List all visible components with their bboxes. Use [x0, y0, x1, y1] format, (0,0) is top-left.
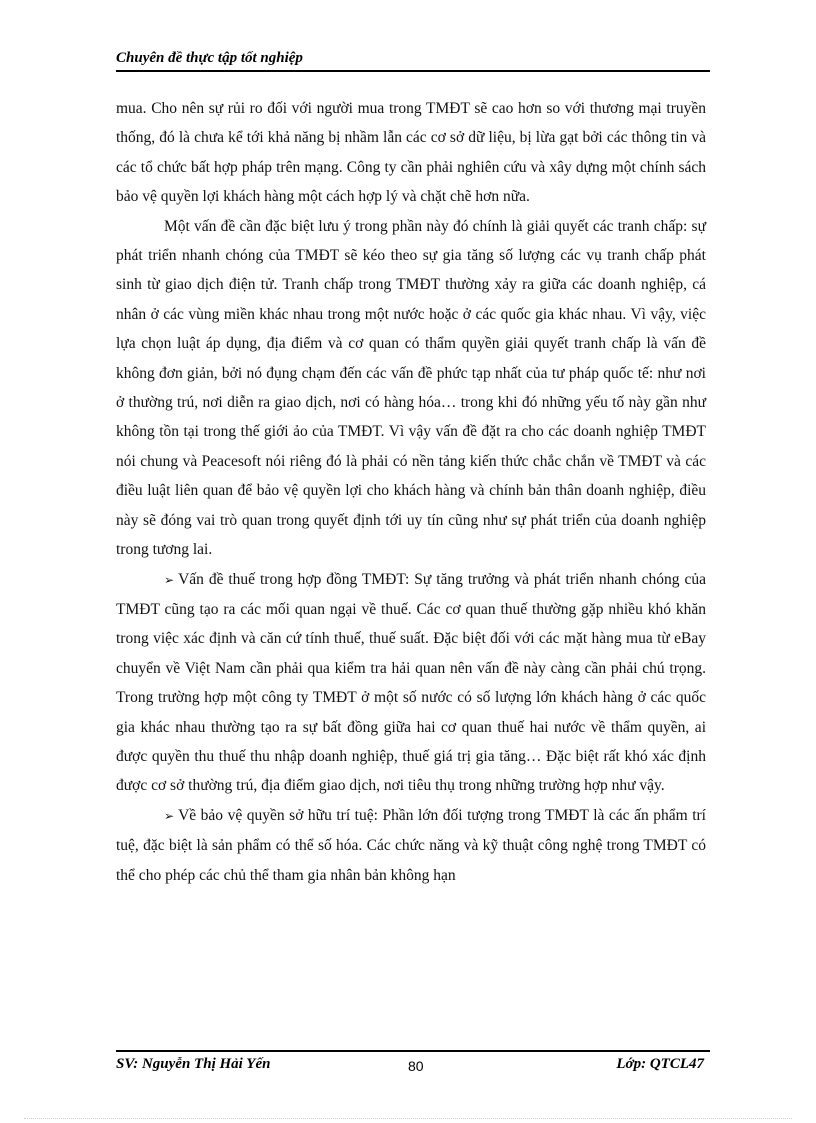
paragraph-2: Một vấn đề cần đặc biệt lưu ý trong phần này đó chính là giải quyết các tranh chấp: sự phát triển nhanh chóng của TMĐT sẽ kéo theo sự gia tăng số lượng các vụ tranh chấp phát sinh từ giao dịch điện tử. Tranh chấp trong TMĐT thường xảy ra giữa các doanh nghiệp, cá nhân ở các vùng miền khác nhau trong một nước hoặc ở các quốc gia khác nhau. Vì vậy, việc lựa chọn luật áp dụng, địa điểm và cơ quan có thẩm quyền giải quyết tranh chấp là vấn đề không đơn giản, bởi nó đụng chạm đến các vấn đề phức tạp nhất của tư pháp quốc tế: như nơi ở thường trú, nơi diễn ra giao dịch, nơi có hàng hóa… trong khi đó những yếu tố này gần như không tồn tại trong thế giới ảo của TMĐT. Vì vậy vấn đề đặt ra cho các doanh nghiệp TMĐT nói chung và Peacesoft nói riêng đó là phải có nền tảng kiến thức chắc chắn về TMĐT và các điều luật liên quan để bảo vệ quyền lợi cho khách hàng và chính bản thân doanh nghiệp, điều này sẽ đóng vai trò quan trong quyết định tới uy tín cũng như sự phát triển của doanh nghiệp trong tương lai.: [116, 217, 706, 559]
footer-student-name: SV: Nguyễn Thị Hải Yến: [116, 1056, 271, 1072]
footer-class: Lớp: QTCL47: [616, 1056, 704, 1072]
paragraph-1: mua. Cho nên sự rủi ro đối với người mua trong TMĐT sẽ cao hơn so với thương mại truyền thống, đó là chưa kể tới khả năng bị nhầm lẫn các cơ sở dữ liệu, bị lừa gạt bởi các thông tin và các tổ chức bất hợp pháp trên mạng. Công ty cần phải nghiên cứu và xây dựng một chính sách bảo vệ quyền lợi khách hàng một cách hợp lý và chặt chẽ hơn nữa.: [116, 100, 706, 206]
page-header: [116, 48, 710, 68]
arrow-bullet-icon: ➢: [164, 808, 175, 823]
arrow-bullet-icon: ➢: [164, 572, 175, 587]
header-title: Chuyên đề thực tập tốt nghiệp: [116, 50, 303, 66]
page-footer: [116, 1050, 710, 1080]
paragraph-3-text: Vấn đề thuế trong hợp đồng TMĐT: Sự tăng trưởng và phát triển nhanh chóng của TMĐT cũng tạo ra các mối quan ngại về thuế. Các cơ quan thuế thường gặp nhiều khó khăn trong việc xác định và căn cứ tính thuế, thuế suất. Đặc biệt đối với các mặt hàng mua từ eBay chuyển về Việt Nam cần phải qua kiểm tra hải quan nên vấn đề này càng cần phải chú trọng. Trong trường hợp một công ty TMĐT ở một số nước có số lượng lớn khách hàng ở các quốc gia khác nhau thường tạo ra sự bất đồng giữa hai cơ quan thuế hai nước về thẩm quyền, ai được quyền thu thuế thu nhập doanh nghiệp, thuế giá trị gia tăng… Đặc biệt rất khó xác định được cơ sở thường trú, địa điểm giao dịch, nơi tiêu thụ trong những trường hợp như vậy.: [116, 570, 706, 795]
body-text: [116, 94, 706, 890]
page-edge-divider: [24, 1118, 792, 1119]
paragraph-4: [116, 801, 706, 890]
header-rule: [116, 70, 710, 72]
page-number: 80: [408, 1058, 424, 1074]
footer-rule: [116, 1050, 710, 1052]
paragraph-4-text: Về bảo vệ quyền sở hữu trí tuệ: Phần lớn đối tượng trong TMĐT là các ấn phẩm trí tuệ, đặc biệt là sản phẩm có thể số hóa. Các chức năng và kỹ thuật công nghệ trong TMĐT có thể cho phép các chủ thể tham gia nhân bản không hạn: [116, 806, 706, 884]
paragraph-3: [116, 565, 706, 801]
